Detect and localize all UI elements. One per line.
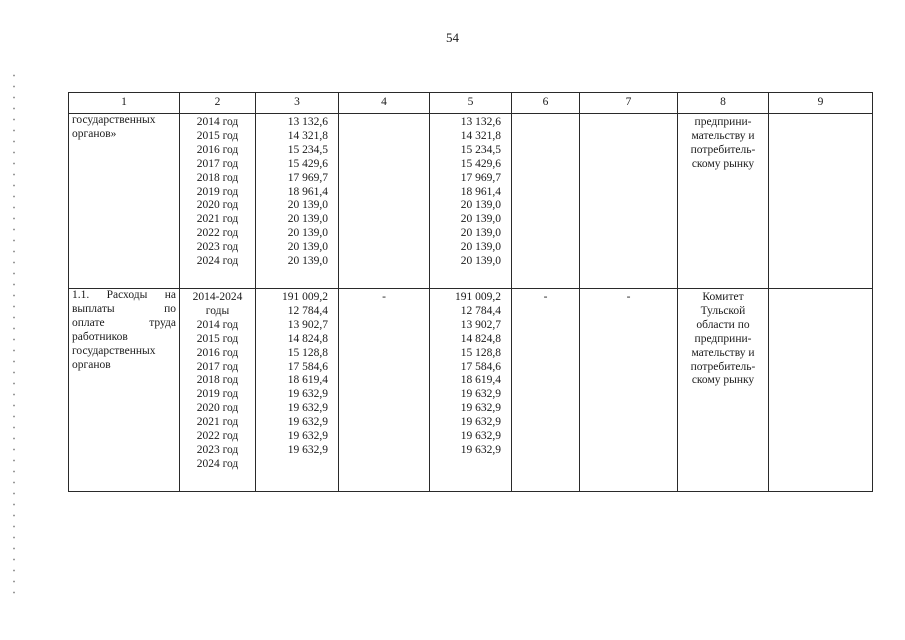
amount-value: 13 902,7	[460, 318, 501, 331]
responsible-line: предприни-	[694, 332, 752, 345]
amount-value: 20 139,0	[287, 255, 328, 268]
year-label: 2024 год	[196, 457, 239, 470]
column-header: 6	[512, 93, 580, 114]
page-number: 54	[446, 30, 459, 45]
responsible-line: потребитель-	[690, 360, 756, 373]
row2-col4	[339, 289, 430, 492]
amount-value: 20 139,0	[460, 227, 501, 240]
row2-years	[180, 289, 256, 492]
year-label: 2019 год	[196, 388, 239, 401]
responsible-line: скому рынку	[691, 374, 755, 387]
column-header: 8	[678, 93, 769, 114]
amount-value: 14 321,8	[287, 129, 328, 142]
year-label: 2021 год	[196, 416, 239, 429]
dash-value: -	[543, 291, 548, 303]
amount-value: 15 234,5	[460, 143, 501, 156]
amount-value: 19 632,9	[460, 443, 501, 456]
responsible-line: Тульской	[700, 304, 746, 317]
table-row	[69, 114, 873, 289]
year-label: 2015 год	[196, 332, 239, 345]
year-label: 2015 год	[196, 129, 239, 142]
responsible-line: мательству и	[691, 346, 755, 359]
year-label: 2022 год	[196, 430, 239, 443]
responsible-line: предприни-	[694, 116, 752, 128]
year-label: 2022 год	[196, 227, 239, 240]
amount-value: 14 321,8	[460, 129, 501, 142]
amount-value: 20 139,0	[287, 227, 328, 240]
amount-value: 19 632,9	[287, 416, 328, 429]
amount-value: 19 632,9	[460, 388, 501, 401]
year-label: 2020 год	[196, 402, 239, 415]
total-amount: 191 009,2	[282, 291, 328, 303]
amount-value: 12 784,4	[460, 304, 501, 317]
amount-value: 20 139,0	[460, 199, 501, 212]
amount-value: 20 139,0	[287, 241, 328, 254]
amount-value: 15 429,6	[287, 157, 328, 170]
row2-col5-values	[430, 289, 512, 492]
amount-value: 18 961,4	[460, 185, 501, 198]
year-label: 2017 год	[196, 360, 239, 373]
row1-col3-values	[256, 114, 339, 289]
table-row	[69, 289, 873, 492]
description-line: государственных	[72, 114, 156, 126]
responsible-line: области по	[696, 318, 750, 331]
description-line: государственных	[72, 344, 156, 357]
year-label: 2021 год	[196, 213, 239, 226]
row2-description	[69, 289, 180, 492]
row1-col7	[580, 114, 678, 289]
amount-value: 14 824,8	[287, 332, 328, 345]
total-period-label: 2014-2024	[192, 291, 243, 303]
amount-value: 20 139,0	[460, 255, 501, 268]
total-amount: 191 009,2	[455, 291, 501, 303]
row1-col6	[512, 114, 580, 289]
row1-col5-values	[430, 114, 512, 289]
row2-col3-values	[256, 289, 339, 492]
column-header: 5	[430, 93, 512, 114]
amount-value: 15 128,8	[287, 346, 328, 359]
row1-responsible	[678, 114, 769, 289]
year-label: 2018 год	[196, 171, 239, 184]
row1-years	[180, 114, 256, 289]
row1-description	[69, 114, 180, 289]
amount-value: 15 234,5	[287, 143, 328, 156]
amount-value: 13 132,6	[287, 116, 328, 128]
dash-value: -	[382, 291, 386, 303]
amount-value: 19 632,9	[460, 416, 501, 429]
column-header: 3	[256, 93, 339, 114]
responsible-line: потребитель-	[690, 143, 756, 156]
year-label: 2019 год	[196, 185, 239, 198]
dash-value: -	[626, 291, 631, 303]
description-line: работников	[72, 330, 128, 343]
amount-value: 17 584,6	[460, 360, 501, 373]
column-number-row	[69, 93, 873, 114]
amount-value: 17 969,7	[460, 171, 501, 184]
amount-value: 19 632,9	[287, 443, 328, 456]
year-label: 2016 год	[196, 143, 239, 156]
row1-col9	[769, 114, 873, 289]
amount-value: 19 632,9	[287, 402, 328, 415]
column-header: 9	[769, 93, 873, 114]
year-label: 2023 год	[196, 443, 239, 456]
column-header: 2	[180, 93, 256, 114]
amount-value: 15 429,6	[460, 157, 501, 170]
amount-value: 18 961,4	[287, 185, 328, 198]
row1-col4	[339, 114, 430, 289]
total-period-label: годы	[205, 304, 230, 317]
amount-value: 19 632,9	[287, 430, 328, 443]
description-line: органов»	[72, 127, 117, 140]
amount-value: 20 139,0	[287, 213, 328, 226]
amount-value: 19 632,9	[460, 430, 501, 443]
year-label: 2023 год	[196, 241, 239, 254]
amount-value: 20 139,0	[287, 199, 328, 212]
year-label: 2016 год	[196, 346, 239, 359]
amount-value: 20 139,0	[460, 241, 501, 254]
amount-value: 17 584,6	[287, 360, 328, 373]
description-line: органов	[72, 358, 111, 371]
scan-margin-dots	[13, 70, 15, 600]
amount-value: 20 139,0	[460, 213, 501, 226]
amount-value: 14 824,8	[460, 332, 501, 345]
responsible-line: Комитет	[702, 291, 744, 303]
year-label: 2020 год	[196, 199, 239, 212]
year-label: 2014 год	[196, 116, 239, 128]
column-header: 1	[69, 93, 180, 114]
description-line: 1.1. Расходы на	[72, 289, 176, 301]
responsible-line: скому рынку	[691, 157, 755, 170]
year-label: 2024 год	[196, 255, 239, 268]
amount-value: 12 784,4	[287, 304, 328, 317]
column-header: 7	[580, 93, 678, 114]
amount-value: 13 902,7	[287, 318, 328, 331]
year-label: 2017 год	[196, 157, 239, 170]
description-line: оплате труда	[72, 316, 176, 329]
column-header: 4	[339, 93, 430, 114]
responsible-line: мательству и	[691, 129, 755, 142]
amount-value: 17 969,7	[287, 171, 328, 184]
amount-value: 18 619,4	[460, 374, 501, 387]
amount-value: 19 632,9	[287, 388, 328, 401]
year-label: 2014 год	[196, 318, 239, 331]
row2-col9	[769, 289, 873, 492]
amount-value: 18 619,4	[287, 374, 328, 387]
amount-value: 15 128,8	[460, 346, 501, 359]
row2-responsible	[678, 289, 769, 492]
year-label: 2018 год	[196, 374, 239, 387]
row2-col6	[512, 289, 580, 492]
budget-table	[68, 92, 873, 492]
row2-col7	[580, 289, 678, 492]
description-line: выплаты по	[72, 302, 176, 315]
amount-value: 13 132,6	[460, 116, 501, 128]
amount-value: 19 632,9	[460, 402, 501, 415]
